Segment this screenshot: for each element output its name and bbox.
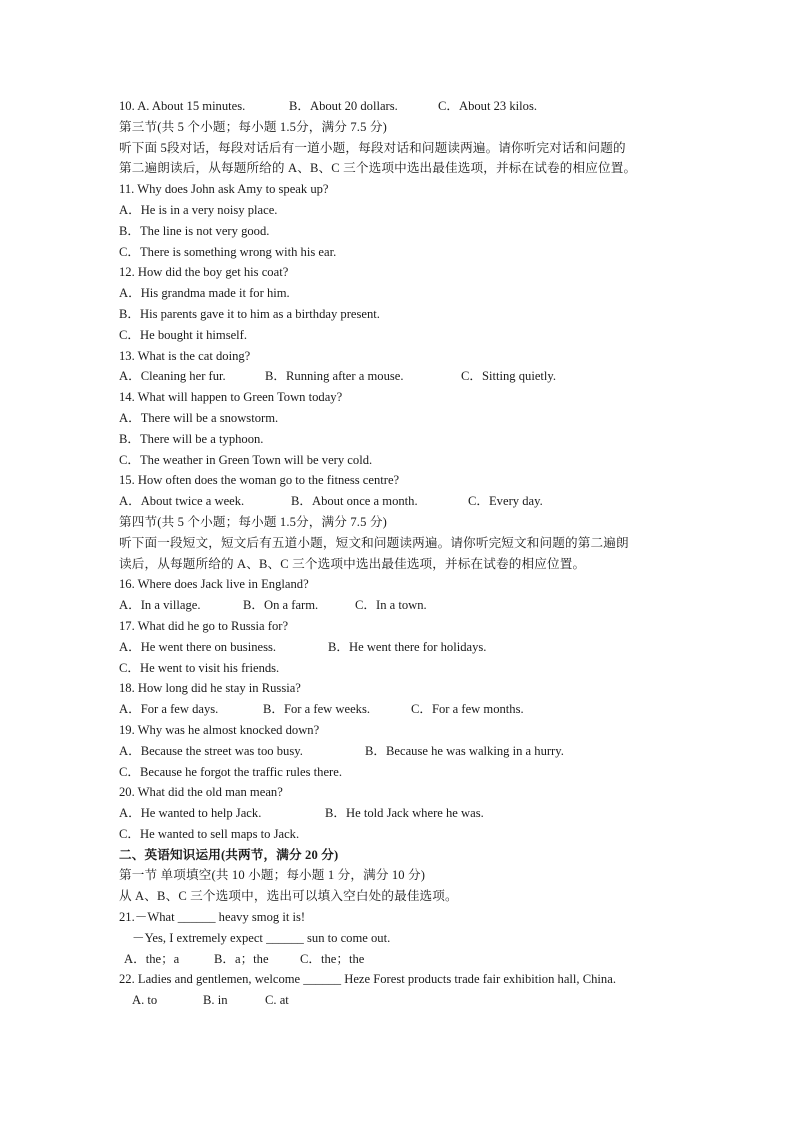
- question-11: 11. Why does John ask Amy to speak up?: [119, 182, 329, 197]
- option-b: B．Because he was walking in a hurry.: [365, 743, 564, 758]
- option-c: C．Sitting quietly.: [461, 369, 557, 384]
- question-21-reply: －Yes, I extremely expect ______ sun to come out.: [132, 930, 391, 945]
- option-a: A．Cleaning her fur.: [119, 369, 226, 384]
- question-19-options: [119, 741, 689, 762]
- option-a: A．He is in a very noisy place.: [119, 202, 278, 217]
- question-15-options: [119, 491, 689, 512]
- option-b: B．a；the: [214, 951, 269, 966]
- question-17: 17. What did he go to Russia for?: [119, 618, 289, 633]
- question-19: 19. Why was he almost knocked down?: [119, 722, 320, 737]
- question-13-options: [119, 366, 689, 387]
- option-b: B. in: [203, 993, 228, 1008]
- question-15: 15. How often does the woman go to the fitness centre?: [119, 473, 400, 488]
- part-2-section-1-title: 第一节 单项填空(共 10 小题；每小题 1 分，满分 10 分): [119, 868, 426, 883]
- section-3-title: 第三节(共 5 个小题；每小题 1.5分，满分 7.5 分): [119, 119, 387, 134]
- question-22: 22. Ladies and gentlemen, welcome ______ Heze Forest products trade fair exhibition hall, China.: [119, 972, 616, 987]
- question-12: 12. How did the boy get his coat?: [119, 265, 289, 280]
- option-a: A．In a village.: [119, 598, 201, 613]
- option-b: B．He went there for holidays.: [328, 639, 487, 654]
- option-a: A．Because the street was too busy.: [119, 743, 303, 758]
- option-b: B．On a farm.: [243, 598, 319, 613]
- option-c: C．For a few months.: [411, 702, 524, 717]
- section-3-instruction: 听下面 5段对话，每段对话后有一道小题，每段对话和问题读两遍。请你听完对话和问题的: [119, 140, 626, 155]
- option-a: A. to: [132, 993, 158, 1008]
- option-a: A．the；a: [124, 951, 180, 966]
- question-16-options: [119, 595, 689, 616]
- question-10-options: [119, 96, 689, 117]
- option-a: A．There will be a snowstorm.: [119, 410, 279, 425]
- option-c: C．He bought it himself.: [119, 327, 248, 342]
- question-16: 16. Where does Jack live in England?: [119, 577, 309, 592]
- question-21-options: [119, 949, 689, 970]
- option-c: C．He went to visit his friends.: [119, 660, 280, 675]
- option-c: C．There is something wrong with his ear.: [119, 244, 337, 259]
- option-b: B．About 20 dollars.: [289, 99, 398, 113]
- question-21: 21.－What ______ heavy smog it is!: [119, 910, 306, 925]
- question-13: 13. What is the cat doing?: [119, 348, 251, 363]
- option-c: C．In a town.: [355, 598, 427, 613]
- option-c: C. at: [265, 993, 289, 1008]
- question-18: 18. How long did he stay in Russia?: [119, 681, 301, 696]
- section-4-title: 第四节(共 5 个小题；每小题 1.5分，满分 7.5 分): [119, 514, 387, 529]
- option-a: A．About twice a week.: [119, 494, 245, 509]
- question-22-options: [119, 990, 689, 1011]
- option-a: A．He wanted to help Jack.: [119, 806, 262, 821]
- question-20-options: [119, 803, 689, 824]
- option-b: B．About once a month.: [291, 494, 418, 509]
- option-a: A．His grandma made it for him.: [119, 286, 290, 301]
- option-c: C．He wanted to sell maps to Jack.: [119, 826, 300, 841]
- option-c: C．About 23 kilos.: [438, 99, 538, 113]
- section-4-instruction: 听下面一段短文，短文后有五道小题，短文和问题读两遍。请你听完短文和问题的第二遍朗: [119, 535, 629, 550]
- part-2-title: 二、英语知识运用(共两节，满分 20 分): [119, 847, 339, 862]
- option-a: A．For a few days.: [119, 702, 219, 717]
- part-2-section-1-instruction: 从 A、B、C 三个选项中，选出可以填入空白处的最佳选项。: [119, 889, 458, 904]
- section-3-instruction-cont: 第二遍朗读后，从每题所给的 A、B、C 三个选项中选出最佳选项，并标在试卷的相应位置。: [119, 161, 637, 176]
- question-17-options: [119, 637, 689, 658]
- question-14: 14. What will happen to Green Town today?: [119, 390, 343, 405]
- option-a: A．He went there on business.: [119, 639, 277, 654]
- option-c: C．The weather in Green Town will be very cold.: [119, 452, 373, 467]
- option-c: C．Because he forgot the traffic rules there.: [119, 764, 342, 779]
- option-b: B．For a few weeks.: [263, 702, 371, 717]
- exam-page: [119, 96, 689, 1011]
- option-b: B．He told Jack where he was.: [325, 806, 484, 821]
- option-b: B．Running after a mouse.: [265, 369, 404, 384]
- option-c: C．Every day.: [468, 494, 543, 509]
- option-b: B．There will be a typhoon.: [119, 431, 264, 446]
- question-18-options: [119, 699, 689, 720]
- option-b: B．The line is not very good.: [119, 223, 270, 238]
- option-c: C．the；the: [300, 951, 365, 966]
- option-a: 10. A. About 15 minutes.: [119, 99, 246, 113]
- question-20: 20. What did the old man mean?: [119, 785, 283, 800]
- section-4-instruction-cont: 读后，从每题所给的 A、B、C 三个选项中选出最佳选项，并标在试卷的相应位置。: [119, 556, 586, 571]
- option-b: B．His parents gave it to him as a birthday present.: [119, 306, 380, 321]
